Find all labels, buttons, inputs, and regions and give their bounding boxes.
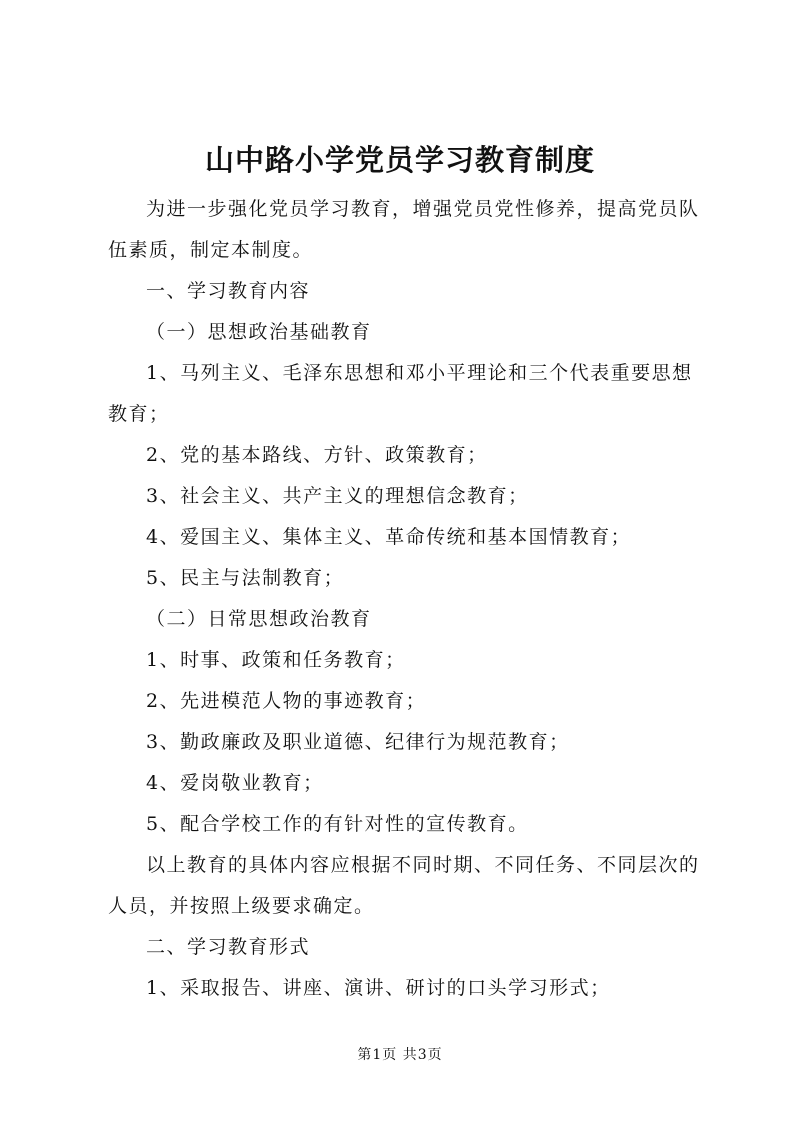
document-title: 山中路小学党员学习教育制度 [204, 143, 595, 177]
section-heading: 二、学习教育形式 [146, 936, 311, 958]
list-item: 5、配合学校工作的有针对性的宣传教育。 [146, 813, 529, 835]
list-item: 2、党的基本路线、方针、政策教育； [146, 444, 488, 466]
list-item: 3、社会主义、共产主义的理想信念教育； [146, 485, 529, 507]
intro-paragraph: 为进一步强化党员学习教育，增强党员党性修养，提高党员队伍素质，制定本制度。 [108, 198, 700, 261]
page-footer: 第1页 共3页 [357, 1047, 443, 1063]
list-item: 4、爱国主义、集体主义、革命传统和基本国情教育； [146, 526, 632, 548]
list-item: 1、时事、政策和任务教育； [146, 649, 406, 671]
list-item: 2、先进模范人物的事迹教育； [146, 690, 427, 712]
list-item: 5、民主与法制教育； [146, 567, 345, 589]
list-item: 4、爱岗敬业教育； [146, 772, 324, 794]
section-heading: 一、学习教育内容 [146, 280, 311, 302]
list-item: 1、采取报告、讲座、演讲、研讨的口头学习形式； [146, 977, 611, 999]
list-item: 1、马列主义、毛泽东思想和邓小平理论和三个代表重要思想教育； [108, 362, 693, 425]
summary-paragraph: 以上教育的具体内容应根据不同时期、不同任务、不同层次的人员，并按照上级要求确定。 [108, 854, 700, 917]
document-body [108, 189, 704, 1009]
subsection-heading: （一）思想政治基础教育 [146, 321, 372, 343]
subsection-heading: （二）日常思想政治教育 [146, 608, 372, 630]
list-item: 3、勤政廉政及职业道德、纪律行为规范教育； [146, 731, 570, 753]
